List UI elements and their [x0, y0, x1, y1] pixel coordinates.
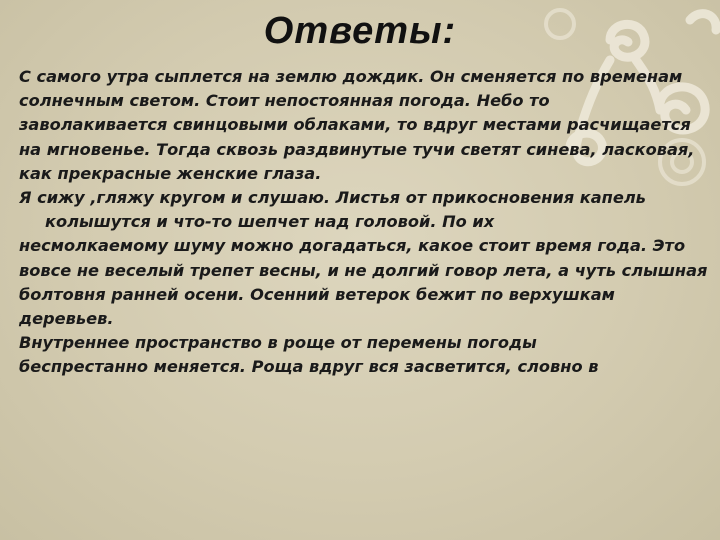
text-paragraph: как прекрасные женские глаза.	[19, 163, 322, 183]
text-paragraph: заволакивается свинцовыми облаками, то вдруг местами расчищается	[19, 115, 691, 135]
text-paragraph: беспрестанно меняется. Роща вдруг вся засветится, словно в	[19, 357, 599, 377]
slide-title: Ответы:	[263, 10, 457, 52]
answer-text-block	[19, 65, 709, 380]
text-paragraph: несмолкаемому шуму можно догадаться, какое стоит время года. Это	[19, 236, 686, 256]
text-paragraph: Я сижу ,гляжу кругом и слушаю. Листья от прикосновения капель колышутся и что-то шепчет над головой. По их	[19, 188, 646, 232]
text-paragraph: солнечным светом. Стоит непостоянная погода. Небо то	[19, 91, 550, 111]
text-paragraph: Внутреннее пространство в роще от перемены погоды	[19, 333, 537, 353]
text-paragraph: болтовня ранней осени. Осенний ветерок бежит по верхушкам	[19, 284, 615, 304]
text-paragraph: деревьев.	[19, 309, 114, 329]
text-paragraph: на мгновенье. Тогда сквозь раздвинутые тучи светят синева, ласковая,	[19, 139, 695, 159]
text-paragraph: С самого утра сыплется на землю дождик. Он сменяется по временам	[19, 67, 683, 86]
text-paragraph: вовсе не веселый трепет весны, и не долгий говор лета, а чуть слышная	[19, 260, 708, 280]
